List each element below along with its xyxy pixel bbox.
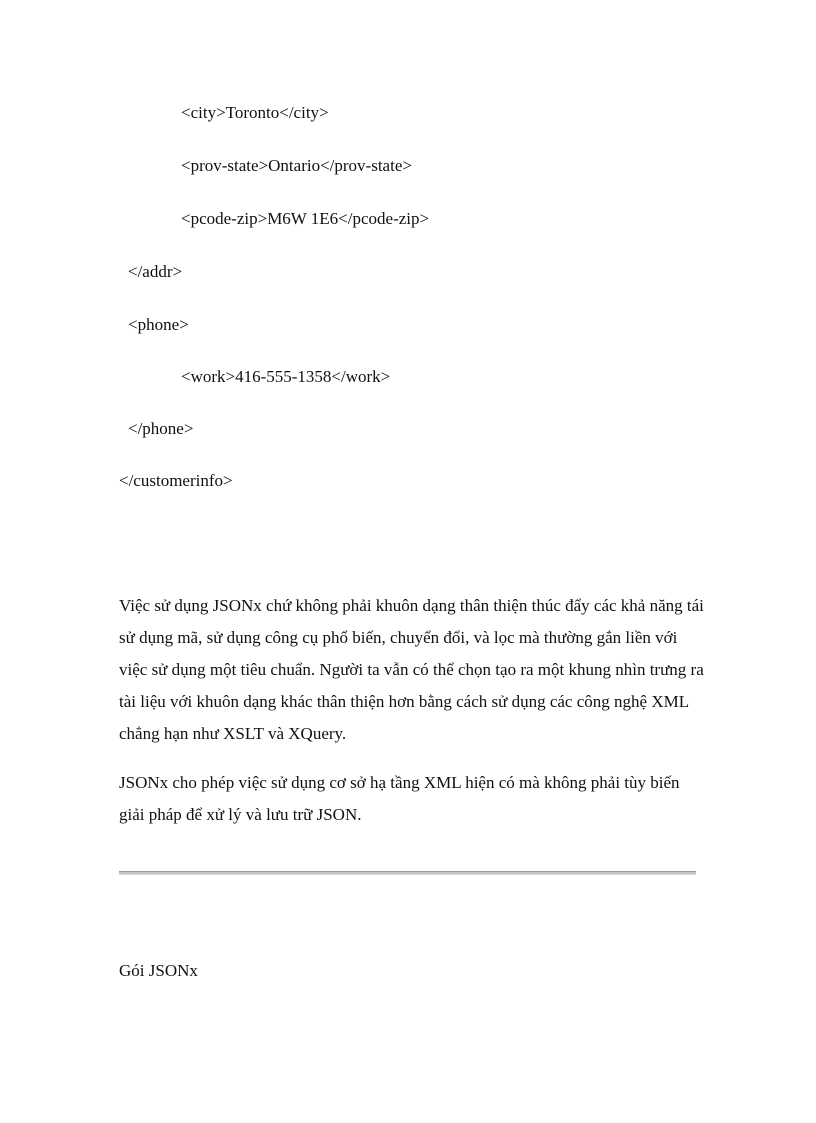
section-heading: Gói JSONx [119,961,198,980]
code-line-pcode-zip: <pcode-zip>M6W 1E6</pcode-zip> [181,209,430,228]
code-line-work: <work>416-555-1358</work> [181,367,391,386]
code-line-prov-state: <prov-state>Ontario</prov-state> [181,156,412,175]
code-line-customerinfo-close: </customerinfo> [119,471,233,490]
code-line-phone-close: </phone> [128,419,194,438]
code-line-phone-open: <phone> [128,315,189,334]
body-paragraph: JSONx cho phép việc sử dụng cơ sở hạ tầng XML hiện có mà không phải tùy biến giải pháp để xử lý và lưu trữ JSON. [119,773,680,824]
code-line-addr-close: </addr> [128,262,183,281]
code-line-city: <city>Toronto</city> [181,103,329,122]
body-paragraph: Việc sử dụng JSONx chứ không phải khuôn dạng thân thiện thúc đẩy các khả năng tái sử dụng mã, sử dụng công cụ phổ biến, chuyển đổi, và lọc mà thường gắn liền với việc sử dụng một tiêu chuẩn. Người ta vẫn có thể chọn tạo ra một khung nhìn trưng ra tài liệu với khuôn dạng khác thân thiện hơn bằng cách sử dụng các công nghệ XML chẳng hạn như XSLT và XQuery. [119,596,704,743]
horizontal-rule [119,871,696,875]
